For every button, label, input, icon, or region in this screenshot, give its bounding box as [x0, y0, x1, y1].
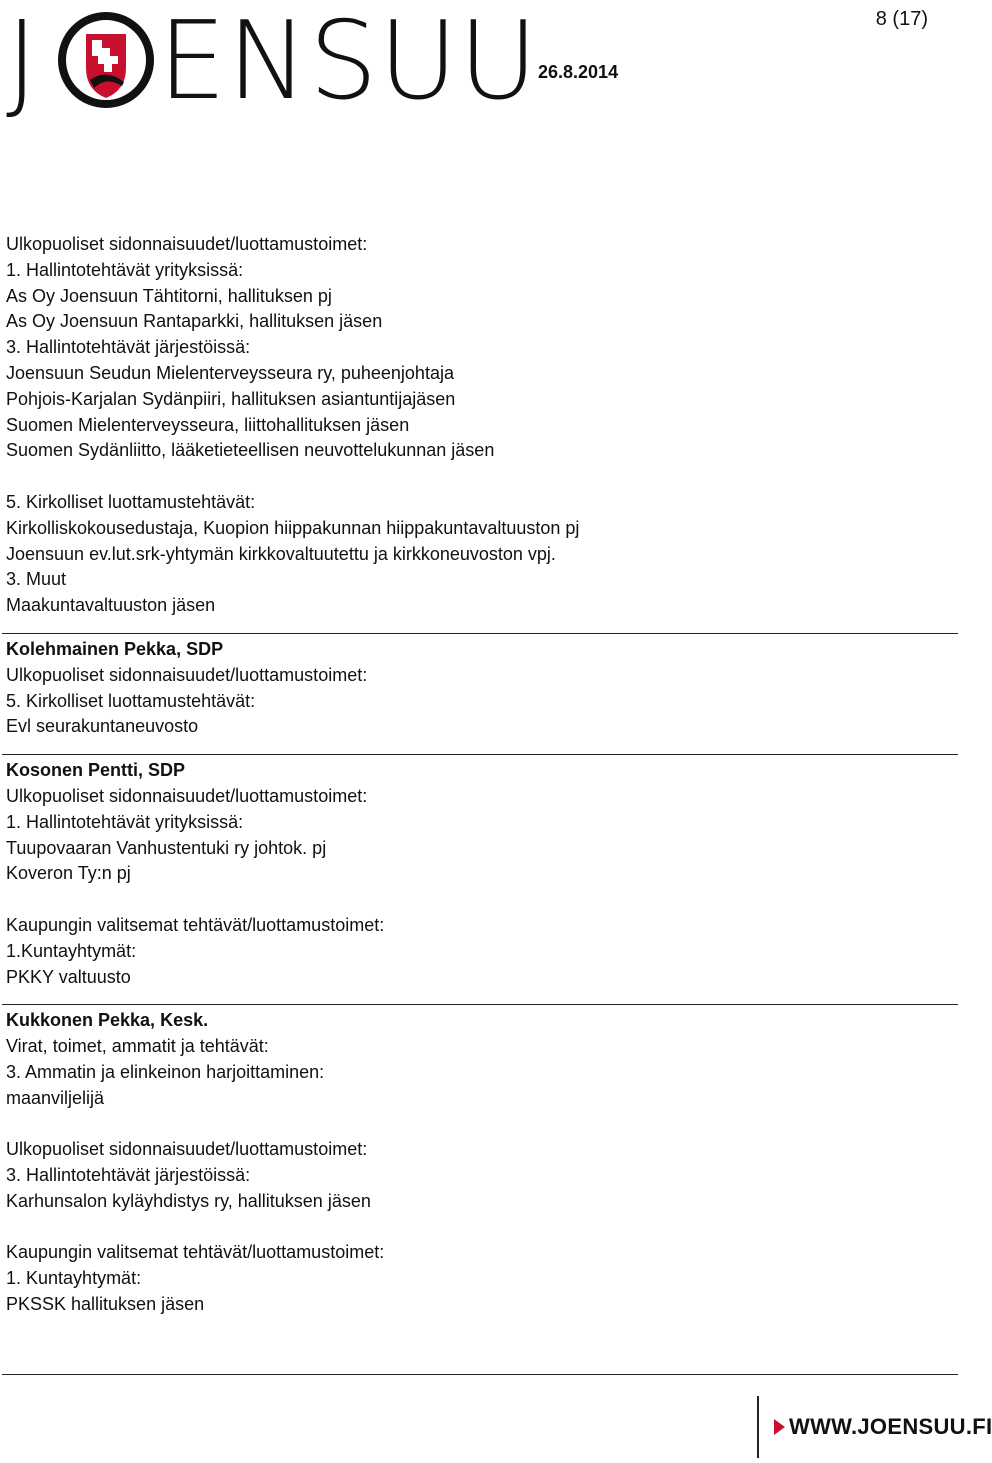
member-name: Kolehmainen Pekka, SDP: [6, 638, 224, 659]
text-line: Karhunsalon kyläyhdistys ry, hallituksen jäsen: [6, 1190, 371, 1211]
text-line: 3. Hallintotehtävät järjestöissä:: [6, 1165, 251, 1186]
text-line: Ulkopuoliset sidonnaisuudet/luottamustoimet:: [6, 664, 368, 685]
text-line: Maakuntavaltuuston jäsen: [6, 595, 216, 616]
text-line: 3. Muut: [6, 569, 67, 590]
text-line: Suomen Mielenterveysseura, liittohallituksen jäsen: [6, 414, 410, 435]
page-number: 8 (17): [875, 8, 928, 30]
arrow-right-icon: [774, 1419, 785, 1435]
blank-line: [6, 1215, 958, 1241]
text-line: 3. Ammatin ja elinkeinon harjoittaminen:: [6, 1061, 325, 1082]
document-body: [6, 232, 958, 1318]
coat-of-arms-icon: [56, 10, 156, 115]
logo-letters-ensuu: ENSUU: [158, 0, 539, 124]
text-line: PKKY valtuusto: [6, 966, 131, 987]
text-line: 5. Kirkolliset luottamustehtävät:: [6, 491, 256, 512]
text-line: Kirkolliskokousedustaja, Kuopion hiippakunnan hiippakuntavaltuuston pj: [6, 517, 580, 538]
member-name: Kukkonen Pekka, Kesk.: [6, 1010, 209, 1031]
text-line: PKSSK hallituksen jäsen: [6, 1294, 205, 1315]
text-line: As Oy Joensuun Tähtitorni, hallituksen pj: [6, 285, 332, 306]
blank-line: [6, 887, 958, 913]
logo-letter-j: J: [6, 0, 39, 124]
text-line: 1. Hallintotehtävät yrityksissä:: [6, 259, 244, 280]
text-line: Joensuun ev.lut.srk-yhtymän kirkkovaltuutettu ja kirkkoneuvoston vpj.: [6, 543, 556, 564]
text-line: Ulkopuoliset sidonnaisuudet/luottamustoimet:: [6, 785, 368, 806]
member-name: Kosonen Pentti, SDP: [6, 760, 186, 781]
footer-divider: [2, 1374, 958, 1375]
text-line: Pohjois-Karjalan Sydänpiiri, hallituksen asiantuntijajäsen: [6, 388, 456, 409]
text-line: Ulkopuoliset sidonnaisuudet/luottamustoimet:: [6, 234, 368, 254]
footer-website[interactable]: [774, 1414, 992, 1440]
blank-line: [6, 1112, 958, 1138]
text-line: Evl seurakuntaneuvosto: [6, 716, 199, 737]
text-line: Kaupungin valitsemat tehtävät/luottamustoimet:: [6, 1242, 385, 1263]
text-line: 1.Kuntayhtymät:: [6, 940, 137, 961]
section-divider: [2, 633, 958, 634]
text-line: 1. Hallintotehtävät yrityksissä:: [6, 811, 244, 832]
text-line: As Oy Joensuun Rantaparkki, hallituksen jäsen: [6, 311, 383, 332]
text-line: 5. Kirkolliset luottamustehtävät:: [6, 690, 256, 711]
footer-url-text: WWW.JOENSUU.FI: [789, 1414, 992, 1439]
text-line: Virat, toimet, ammatit ja tehtävät:: [6, 1036, 269, 1057]
blank-line: [6, 464, 958, 490]
text-line: Kaupungin valitsemat tehtävät/luottamustoimet:: [6, 914, 385, 935]
text-line: 3. Hallintotehtävät järjestöissä:: [6, 337, 251, 358]
text-line: Tuupovaaran Vanhustentuki ry johtok. pj: [6, 837, 327, 858]
section-divider: [2, 754, 958, 755]
text-line: maanviljelijä: [6, 1087, 105, 1108]
document-date: 26.8.2014: [538, 62, 619, 82]
text-line: Koveron Ty:n pj: [6, 863, 131, 884]
text-line: Ulkopuoliset sidonnaisuudet/luottamustoimet:: [6, 1139, 368, 1160]
text-line: Joensuun Seudun Mielenterveysseura ry, puheenjohtaja: [6, 362, 454, 383]
text-line: 1. Kuntayhtymät:: [6, 1268, 142, 1289]
section-divider: [2, 1004, 958, 1005]
footer-vertical-divider: [757, 1396, 759, 1458]
text-line: Suomen Sydänliitto, lääketieteellisen neuvottelukunnan jäsen: [6, 440, 495, 461]
